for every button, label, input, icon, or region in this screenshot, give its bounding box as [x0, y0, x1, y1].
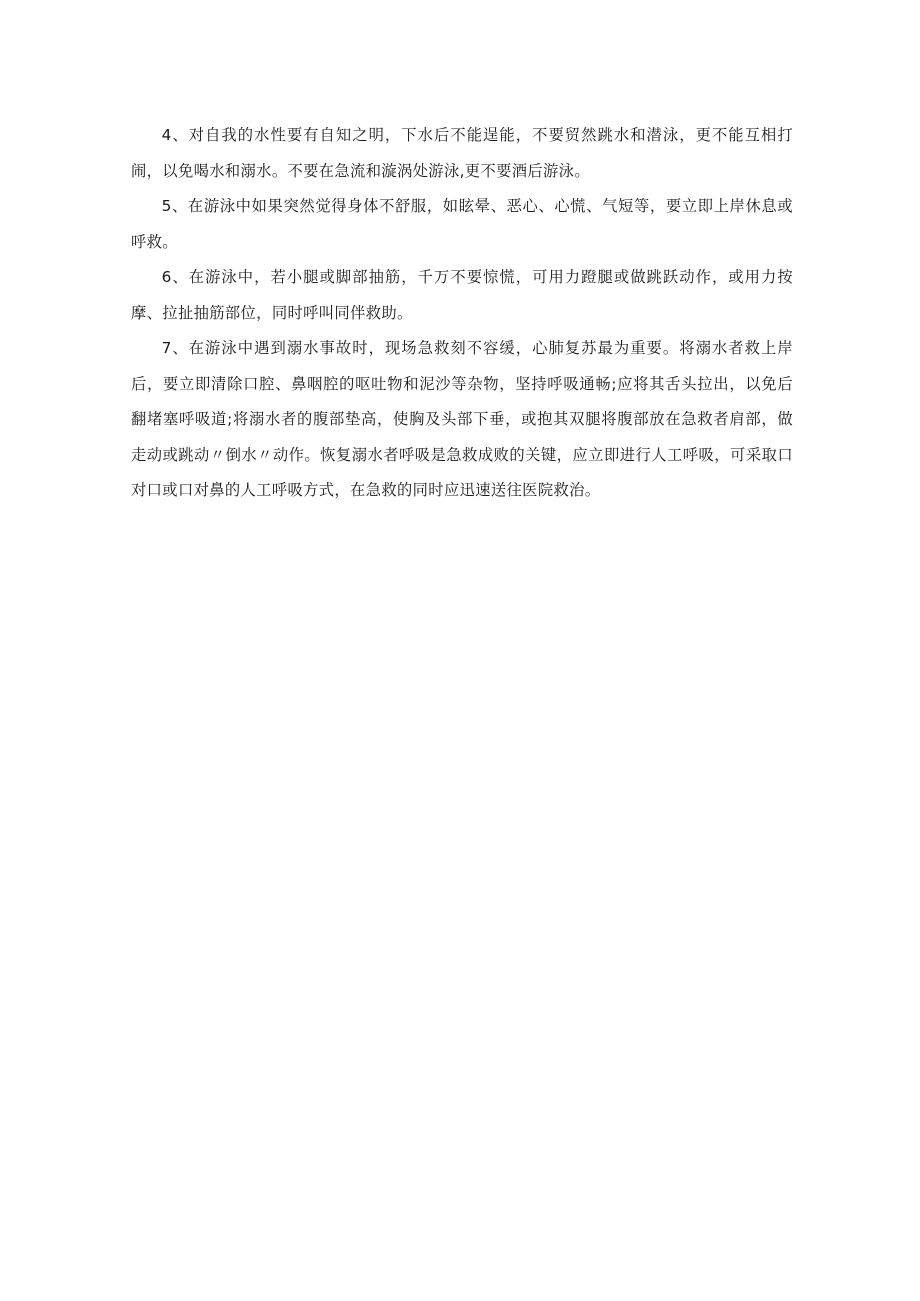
document-body — [131, 118, 793, 509]
paragraph-5: 5、在游泳中如果突然觉得身体不舒服，如眩晕、恶心、心慌、气短等，要立即上岸休息或呼救。 — [131, 197, 793, 251]
paragraph-6: 6、在游泳中，若小腿或脚部抽筋，千万不要惊慌，可用力蹬腿或做跳跃动作，或用力按摩、拉扯抽筋部位，同时呼叫同伴救助。 — [131, 268, 793, 322]
paragraph-7: 7、在游泳中遇到溺水事故时，现场急救刻不容缓，心肺复苏最为重要。将溺水者救上岸后，要立即清除口腔、鼻咽腔的呕吐物和泥沙等杂物，坚持呼吸通畅;应将其舌头拉出，以免后翻堵塞呼吸道;将溺水者的腹部垫高，使胸及头部下垂，或抱其双腿将腹部放在急救者肩部，做走动或跳动〃倒水〃动作。恢复溺水者呼吸是急救成败的关键，应立即进行人工呼吸，可采取口对口或口对鼻的人工呼吸方式，在急救的同时应迅速送往医院救治。 — [131, 339, 793, 499]
paragraph-4: 4、对自我的水性要有自知之明，下水后不能逞能，不要贸然跳水和潜泳，更不能互相打闹，以免喝水和溺水。不要在急流和漩涡处游泳,更不要酒后游泳。 — [131, 126, 793, 180]
